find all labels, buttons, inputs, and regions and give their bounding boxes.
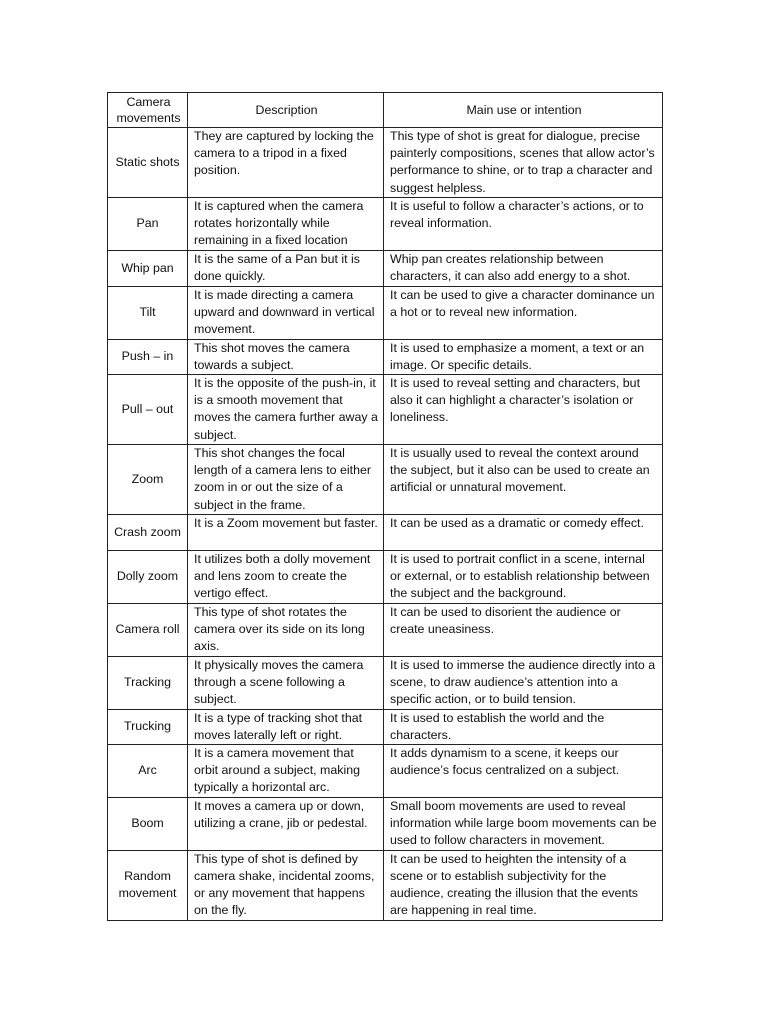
table-row xyxy=(108,603,663,656)
movement-name: Push – in xyxy=(108,339,188,374)
movement-name: Random movement xyxy=(108,850,188,920)
movement-name: Static shots xyxy=(108,128,188,198)
movement-description: It is captured when the camera rotates horizontally while remaining in a fixed location xyxy=(188,198,384,251)
movement-name: Dolly zoom xyxy=(108,551,188,604)
table-row xyxy=(108,551,663,604)
movement-description: It utilizes both a dolly movement and lens zoom to create the vertigo effect. xyxy=(188,551,384,604)
table-row xyxy=(108,339,663,374)
movement-use: It can be used to give a character dominance un a hot or to reveal new information. xyxy=(384,287,663,340)
movement-description: It is made directing a camera upward and downward in vertical movement. xyxy=(188,287,384,340)
table-row xyxy=(108,515,663,551)
header-camera-movements: Camera movements xyxy=(108,93,188,128)
movement-name: Trucking xyxy=(108,709,188,744)
movement-use: It is used to emphasize a moment, a text or an image. Or specific details. xyxy=(384,339,663,374)
camera-movements-table xyxy=(107,92,663,921)
movement-name: Boom xyxy=(108,798,188,851)
movement-use: Whip pan creates relationship between characters, it can also add energy to a shot. xyxy=(384,251,663,287)
movement-name: Pan xyxy=(108,198,188,251)
movement-name: Crash zoom xyxy=(108,515,188,551)
movement-description: This type of shot is defined by camera shake, incidental zooms, or any movement that happens on the fly. xyxy=(188,850,384,920)
movement-description: This shot moves the camera towards a subject. xyxy=(188,339,384,374)
header-description: Description xyxy=(188,93,384,128)
table-row xyxy=(108,287,663,340)
table-row xyxy=(108,850,663,920)
movement-use: It is useful to follow a character’s actions, or to reveal information. xyxy=(384,198,663,251)
table-row xyxy=(108,375,663,445)
movement-use: It can be used to disorient the audience or create uneasiness. xyxy=(384,603,663,656)
movement-description: It is a type of tracking shot that moves laterally left or right. xyxy=(188,709,384,744)
movement-name: Tilt xyxy=(108,287,188,340)
movement-name: Tracking xyxy=(108,656,188,709)
table-header xyxy=(108,93,663,128)
movement-description: It is the opposite of the push-in, it is a smooth movement that moves the camera further away a subject. xyxy=(188,375,384,445)
movement-use: It is used to portrait conflict in a scene, internal or external, or to establish relationship between the subject and the background. xyxy=(384,551,663,604)
movement-name: Arc xyxy=(108,745,188,798)
movement-description: This type of shot rotates the camera over its side on its long axis. xyxy=(188,603,384,656)
table-body xyxy=(108,128,663,921)
table-row xyxy=(108,656,663,709)
movement-use: It can be used to heighten the intensity of a scene or to establish subjectivity for the audience, creating the illusion that the events are happening in real time. xyxy=(384,850,663,920)
movement-use: It is used to immerse the audience directly into a scene, to draw audience’s attention into a specific action, or to build tension. xyxy=(384,656,663,709)
table-row xyxy=(108,128,663,198)
table-row xyxy=(108,745,663,798)
movement-use: It is used to reveal setting and characters, but also it can highlight a character’s isolation or loneliness. xyxy=(384,375,663,445)
table-row xyxy=(108,198,663,251)
movement-description: They are captured by locking the camera to a tripod in a fixed position. xyxy=(188,128,384,198)
movement-use: This type of shot is great for dialogue, precise painterly compositions, scenes that allow actor’s performance to shine, or to trap a character and suggest helpless. xyxy=(384,128,663,198)
header-row xyxy=(108,93,663,128)
table-row xyxy=(108,445,663,515)
movement-description: It moves a camera up or down, utilizing a crane, jib or pedestal. xyxy=(188,798,384,851)
movement-use: It adds dynamism to a scene, it keeps our audience’s focus centralized on a subject. xyxy=(384,745,663,798)
movement-name: Camera roll xyxy=(108,603,188,656)
movement-description: It is the same of a Pan but it is done quickly. xyxy=(188,251,384,287)
movement-description: This shot changes the focal length of a camera lens to either zoom in or out the size of a subject in the frame. xyxy=(188,445,384,515)
movement-name: Zoom xyxy=(108,445,188,515)
movement-use: It can be used as a dramatic or comedy effect. xyxy=(384,515,663,551)
header-main-use: Main use or intention xyxy=(384,93,663,128)
movement-description: It is a camera movement that orbit around a subject, making typically a horizontal arc. xyxy=(188,745,384,798)
movement-name: Whip pan xyxy=(108,251,188,287)
movement-use: Small boom movements are used to reveal information while large boom movements can be used to follow characters in movement. xyxy=(384,798,663,851)
movement-use: It is usually used to reveal the context around the subject, but it also can be used to create an artificial or unnatural movement. xyxy=(384,445,663,515)
movement-description: It physically moves the camera through a scene following a subject. xyxy=(188,656,384,709)
table-row xyxy=(108,798,663,851)
movement-name: Pull – out xyxy=(108,375,188,445)
movement-use: It is used to establish the world and the characters. xyxy=(384,709,663,744)
table-row xyxy=(108,251,663,287)
movement-description: It is a Zoom movement but faster. xyxy=(188,515,384,551)
table-row xyxy=(108,709,663,744)
